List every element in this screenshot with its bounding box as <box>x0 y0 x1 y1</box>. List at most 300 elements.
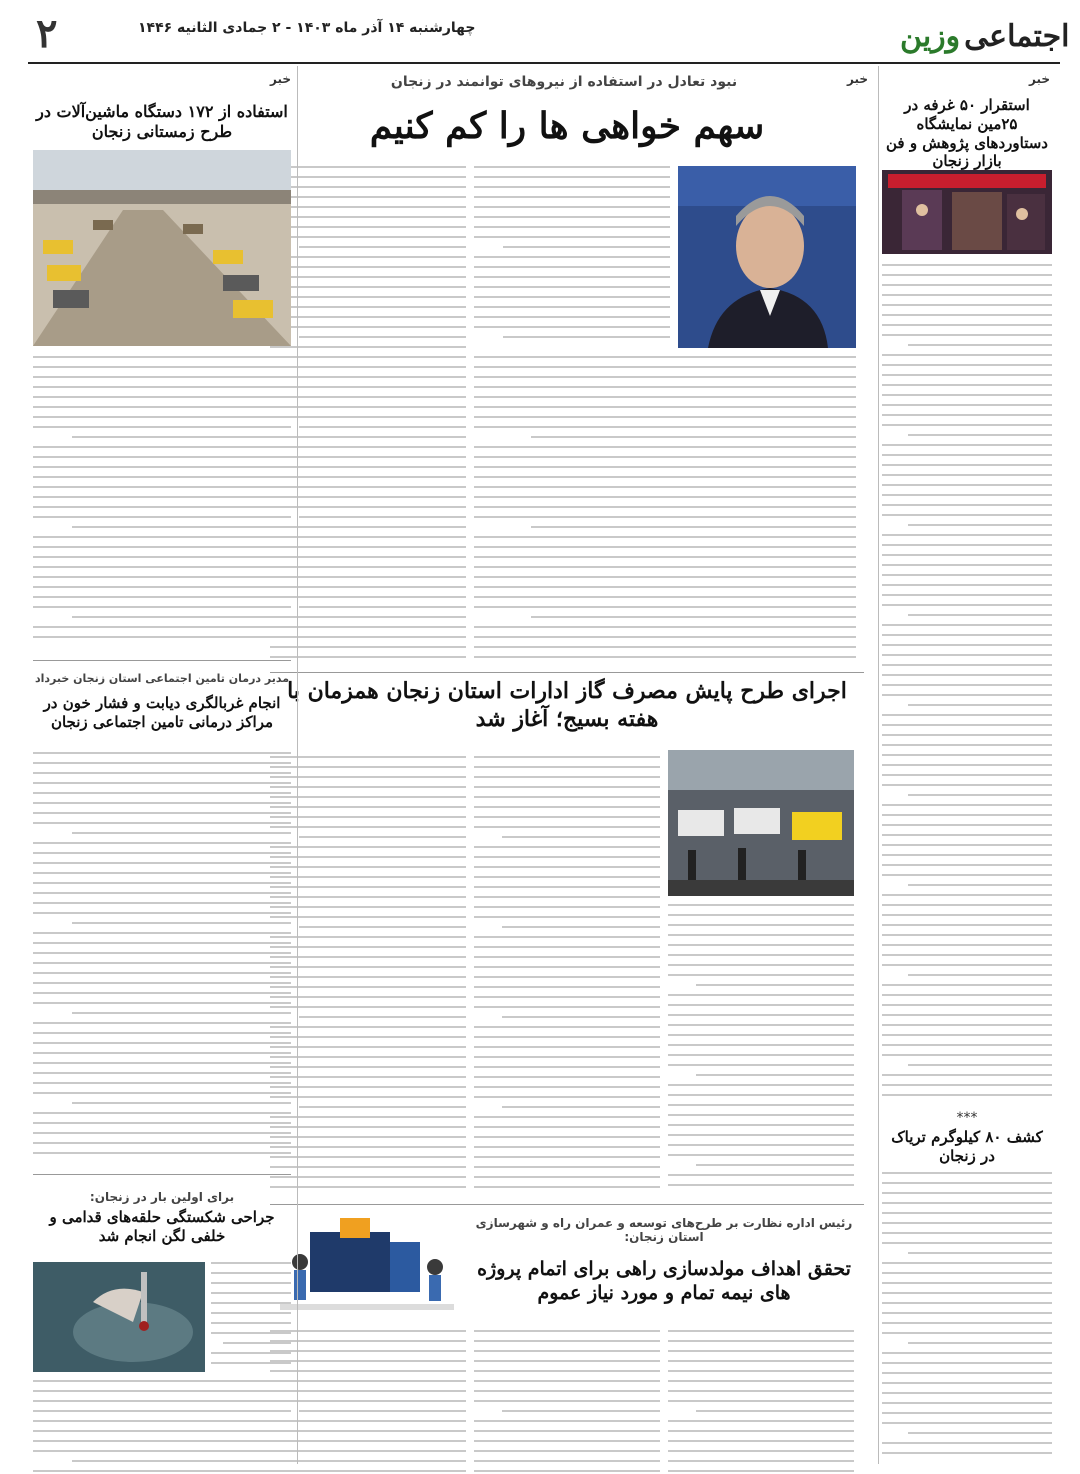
text-line <box>882 894 1052 896</box>
text-line <box>270 416 466 418</box>
text-line <box>270 586 466 588</box>
text-line <box>474 176 670 178</box>
text-line <box>33 546 291 548</box>
text-line <box>270 636 466 638</box>
text-line <box>474 756 660 758</box>
story-kicker: مدیر درمان تامین اجتماعی استان زنجان خبرداد <box>34 672 290 685</box>
story-body <box>474 166 670 346</box>
text-line <box>668 994 854 996</box>
text-line <box>270 506 466 508</box>
story-headline: کشف ۸۰ کیلوگرم تریاک در زنجان <box>891 1128 1043 1165</box>
text-line <box>33 626 291 628</box>
text-line <box>270 596 466 598</box>
divider <box>270 672 864 673</box>
text-line <box>474 306 670 308</box>
text-line <box>211 1292 291 1294</box>
text-line <box>668 904 854 906</box>
text-line <box>270 776 466 778</box>
text-line <box>882 324 1052 326</box>
text-line <box>668 1184 854 1186</box>
text-line <box>474 586 856 588</box>
text-line <box>882 1054 1052 1056</box>
text-line <box>696 1074 854 1076</box>
text-line <box>33 1420 291 1422</box>
text-line <box>270 376 466 378</box>
story-body <box>474 756 660 1196</box>
text-line <box>474 816 660 818</box>
story-headline: اجرای طرح پایش مصرف گاز ادارات استان زنجان همزمان با هفته بسیج؛ آغاز شد <box>287 678 847 732</box>
text-line <box>474 806 660 808</box>
text-line <box>474 786 660 788</box>
text-line <box>882 604 1052 606</box>
text-line <box>882 1322 1052 1324</box>
text-line <box>270 1146 466 1148</box>
text-line <box>882 834 1052 836</box>
text-line <box>270 196 466 198</box>
text-line <box>474 406 856 408</box>
text-line <box>474 366 856 368</box>
text-line <box>270 456 466 458</box>
text-line <box>211 1282 291 1284</box>
text-line <box>474 1066 660 1068</box>
story-body <box>474 1330 660 1474</box>
text-line <box>33 506 291 508</box>
text-line <box>211 1262 291 1264</box>
text-line <box>882 1282 1052 1284</box>
text-line <box>668 1174 854 1176</box>
text-line <box>882 294 1052 296</box>
text-line <box>270 1176 466 1178</box>
text-line <box>33 476 291 478</box>
text-line <box>882 304 1052 306</box>
text-line <box>882 584 1052 586</box>
text-line <box>882 764 1052 766</box>
text-line <box>882 484 1052 486</box>
page-number: ۲ <box>36 10 58 57</box>
text-line <box>270 176 466 178</box>
text-line <box>474 776 660 778</box>
text-line <box>668 1330 854 1332</box>
text-line <box>474 376 856 378</box>
text-line <box>299 1016 466 1018</box>
text-line <box>270 296 466 298</box>
text-line <box>474 1330 660 1332</box>
text-line <box>299 1410 466 1412</box>
text-line <box>33 516 291 518</box>
story-headline: تحقق اهداف مولدسازی راهی برای اتمام پروژه های نیمه تمام و مورد نیاز عموم <box>477 1258 851 1304</box>
divider <box>33 660 291 661</box>
text-line <box>270 396 466 398</box>
official-portrait-photo <box>678 166 856 348</box>
text-line <box>908 1432 1053 1434</box>
text-line <box>270 566 466 568</box>
text-line <box>474 576 856 578</box>
illustration-workers-boxes <box>270 1212 464 1322</box>
text-line <box>474 626 856 628</box>
text-line <box>299 926 466 928</box>
text-line <box>270 576 466 578</box>
text-line <box>33 752 291 754</box>
kicker-label: خبر <box>846 72 868 86</box>
text-line <box>882 494 1052 496</box>
text-line <box>33 1072 291 1074</box>
text-line <box>908 794 1053 796</box>
text-line <box>270 616 466 618</box>
text-line <box>882 774 1052 776</box>
text-line <box>882 1352 1052 1354</box>
text-line <box>474 896 660 898</box>
text-line <box>882 314 1052 316</box>
text-line <box>668 934 854 936</box>
story-headline: جراحی شکستگی حلقه‌های قدامی و خلفی لگن انجام شد <box>49 1208 275 1245</box>
text-line <box>270 556 466 558</box>
text-line <box>270 856 466 858</box>
text-line <box>882 944 1052 946</box>
text-line <box>882 724 1052 726</box>
text-line <box>474 856 660 858</box>
text-line <box>882 804 1052 806</box>
text-line <box>33 1152 291 1154</box>
text-line <box>502 1106 660 1108</box>
text-line <box>270 536 466 538</box>
text-line <box>33 1390 291 1392</box>
text-line <box>882 714 1052 716</box>
text-line <box>474 206 670 208</box>
text-line <box>270 1156 466 1158</box>
text-line <box>270 1340 466 1342</box>
text-line <box>270 826 466 828</box>
text-line <box>882 754 1052 756</box>
text-line <box>668 1034 854 1036</box>
text-line <box>474 546 856 548</box>
text-line <box>33 1042 291 1044</box>
text-line <box>270 1430 466 1432</box>
text-line <box>270 1470 466 1472</box>
text-line <box>668 964 854 966</box>
text-line <box>270 286 466 288</box>
text-line <box>882 384 1052 386</box>
text-line <box>474 1370 660 1372</box>
text-line <box>270 476 466 478</box>
text-line <box>882 544 1052 546</box>
story-body <box>882 264 1052 1104</box>
text-line <box>474 496 856 498</box>
text-line <box>882 414 1052 416</box>
text-line <box>882 874 1052 876</box>
text-line <box>270 166 466 168</box>
text-line <box>474 536 856 538</box>
text-line <box>33 1410 291 1412</box>
text-line <box>33 802 291 804</box>
text-line <box>474 1186 660 1188</box>
text-line <box>270 996 466 998</box>
text-line <box>270 906 466 908</box>
text-line <box>270 1400 466 1402</box>
text-line <box>882 1392 1052 1394</box>
text-line <box>474 646 856 648</box>
text-line <box>668 914 854 916</box>
text-line <box>882 934 1052 936</box>
story-body <box>668 904 854 1196</box>
text-line <box>882 274 1052 276</box>
text-line <box>474 1350 660 1352</box>
text-line <box>270 1330 466 1332</box>
text-line <box>502 1410 660 1412</box>
story-kicker: برای اولین بار در زنجان: <box>89 1190 235 1204</box>
text-line <box>474 1096 660 1098</box>
text-line <box>908 614 1053 616</box>
text-line <box>882 844 1052 846</box>
text-line <box>668 1024 854 1026</box>
text-line <box>33 812 291 814</box>
middle-column <box>260 66 874 1464</box>
text-line <box>474 1450 660 1452</box>
text-line <box>474 266 670 268</box>
text-line <box>33 356 291 358</box>
text-line <box>882 1034 1052 1036</box>
text-line <box>72 436 291 438</box>
text-line <box>270 626 466 628</box>
text-line <box>908 704 1053 706</box>
text-line <box>882 904 1052 906</box>
text-line <box>33 1062 291 1064</box>
text-line <box>33 396 291 398</box>
text-line <box>270 866 466 868</box>
text-line <box>270 936 466 938</box>
text-line <box>882 1332 1052 1334</box>
text-line <box>72 1460 291 1462</box>
text-line <box>299 246 466 248</box>
text-line <box>668 924 854 926</box>
text-line <box>908 1064 1053 1066</box>
text-line <box>882 1372 1052 1374</box>
text-line <box>270 786 466 788</box>
text-line <box>270 756 466 758</box>
text-line <box>668 1460 854 1462</box>
text-line <box>299 336 466 338</box>
text-line <box>882 814 1052 816</box>
text-line <box>668 1124 854 1126</box>
text-line <box>270 1450 466 1452</box>
text-line <box>474 826 660 828</box>
text-line <box>33 556 291 558</box>
text-line <box>33 912 291 914</box>
story-kicker: رئیس اداره نظارت بر طرح‌های توسعه و عمران راه و شهرسازی استان زنجان: <box>475 1216 853 1244</box>
text-line <box>668 1044 854 1046</box>
text-line <box>270 406 466 408</box>
text-line <box>474 1156 660 1158</box>
text-line <box>882 464 1052 466</box>
text-line <box>270 816 466 818</box>
text-line <box>33 536 291 538</box>
story-body <box>668 1330 854 1474</box>
text-line <box>270 896 466 898</box>
text-line <box>882 854 1052 856</box>
text-line <box>882 534 1052 536</box>
text-line <box>211 1322 291 1324</box>
text-line <box>668 1450 854 1452</box>
text-line <box>908 1252 1053 1254</box>
text-line <box>33 586 291 588</box>
section-divider: *** <box>956 1110 978 1126</box>
text-line <box>33 456 291 458</box>
kicker-label: خبر <box>269 72 291 86</box>
story-body <box>882 1172 1052 1462</box>
text-line <box>33 376 291 378</box>
main-headline: سهم خواهی ها را کم کنیم <box>369 105 765 147</box>
text-line <box>33 486 291 488</box>
text-line <box>882 504 1052 506</box>
text-line <box>882 824 1052 826</box>
text-line <box>882 264 1052 266</box>
text-line <box>270 1076 466 1078</box>
text-line <box>882 564 1052 566</box>
text-line <box>882 924 1052 926</box>
text-line <box>270 1420 466 1422</box>
page-header <box>28 8 1070 64</box>
text-line <box>474 1006 660 1008</box>
text-line <box>474 916 660 918</box>
text-line <box>270 326 466 328</box>
text-line <box>270 1066 466 1068</box>
text-line <box>882 1402 1052 1404</box>
text-line <box>882 1242 1052 1244</box>
text-line <box>474 426 856 428</box>
text-line <box>270 226 466 228</box>
text-line <box>882 1362 1052 1364</box>
text-line <box>668 944 854 946</box>
text-line <box>908 974 1053 976</box>
text-line <box>72 832 291 834</box>
left-column <box>28 66 298 1464</box>
text-line <box>668 1360 854 1362</box>
text-line <box>474 1470 660 1472</box>
text-line <box>33 1142 291 1144</box>
text-line <box>270 1460 466 1462</box>
text-line <box>882 664 1052 666</box>
text-line <box>474 1046 660 1048</box>
text-line <box>882 1084 1052 1086</box>
kicker-label: خبر <box>1028 72 1050 86</box>
text-line <box>33 1022 291 1024</box>
text-line <box>474 596 856 598</box>
text-line <box>474 386 856 388</box>
text-line <box>72 1102 291 1104</box>
text-line <box>531 616 856 618</box>
text-line <box>270 1046 466 1048</box>
text-line <box>882 1172 1052 1174</box>
text-line <box>668 954 854 956</box>
text-line <box>882 624 1052 626</box>
text-line <box>668 1340 854 1342</box>
text-line <box>474 316 670 318</box>
text-line <box>882 1452 1052 1454</box>
text-line <box>33 386 291 388</box>
text-line <box>668 974 854 976</box>
text-line <box>474 906 660 908</box>
text-line <box>270 766 466 768</box>
text-line <box>270 526 466 528</box>
text-line <box>668 1004 854 1006</box>
text-line <box>668 1054 854 1056</box>
text-line <box>33 872 291 874</box>
text-line <box>474 956 660 958</box>
text-line <box>882 1312 1052 1314</box>
text-line <box>474 256 670 258</box>
text-line <box>211 1272 291 1274</box>
text-line <box>474 1126 660 1128</box>
text-line <box>270 1390 466 1392</box>
text-line <box>668 1420 854 1422</box>
text-line <box>882 514 1052 516</box>
text-line <box>474 296 670 298</box>
text-line <box>474 216 670 218</box>
text-line <box>882 1302 1052 1304</box>
text-line <box>668 1014 854 1016</box>
text-line <box>531 436 856 438</box>
text-line <box>33 1450 291 1452</box>
text-line <box>270 1136 466 1138</box>
text-line <box>270 916 466 918</box>
text-line <box>882 1192 1052 1194</box>
text-line <box>474 516 856 518</box>
text-line <box>474 1460 660 1462</box>
text-line <box>882 474 1052 476</box>
text-line <box>270 1056 466 1058</box>
text-line <box>72 1012 291 1014</box>
text-line <box>882 284 1052 286</box>
text-line <box>882 1202 1052 1204</box>
text-line <box>474 476 856 478</box>
text-line <box>270 846 466 848</box>
text-line <box>270 546 466 548</box>
text-line <box>882 1014 1052 1016</box>
text-line <box>474 356 856 358</box>
text-line <box>882 364 1052 366</box>
text-line <box>668 1350 854 1352</box>
text-line <box>474 1420 660 1422</box>
text-line <box>882 554 1052 556</box>
text-line <box>668 1104 854 1106</box>
text-line <box>474 1026 660 1028</box>
text-line <box>474 606 856 608</box>
text-line <box>696 1164 854 1166</box>
text-line <box>33 862 291 864</box>
text-line <box>908 1342 1053 1344</box>
text-line <box>908 524 1053 526</box>
text-line <box>882 914 1052 916</box>
text-line <box>270 1186 466 1188</box>
text-line <box>668 1470 854 1472</box>
text-line <box>33 982 291 984</box>
text-line <box>474 486 856 488</box>
text-line <box>33 1440 291 1442</box>
text-line <box>270 186 466 188</box>
story-body <box>211 1262 291 1372</box>
text-line <box>474 946 660 948</box>
divider <box>270 1204 864 1205</box>
text-line <box>668 1380 854 1382</box>
text-line <box>33 772 291 774</box>
text-line <box>270 256 466 258</box>
story-kicker: نبود تعادل در استفاده از نیروهای توانمند در زنجان <box>390 74 738 90</box>
text-line <box>882 1262 1052 1264</box>
text-line <box>882 964 1052 966</box>
text-line <box>33 962 291 964</box>
brand-name: وزین <box>900 18 961 54</box>
text-line <box>33 1380 291 1382</box>
text-line <box>882 1004 1052 1006</box>
